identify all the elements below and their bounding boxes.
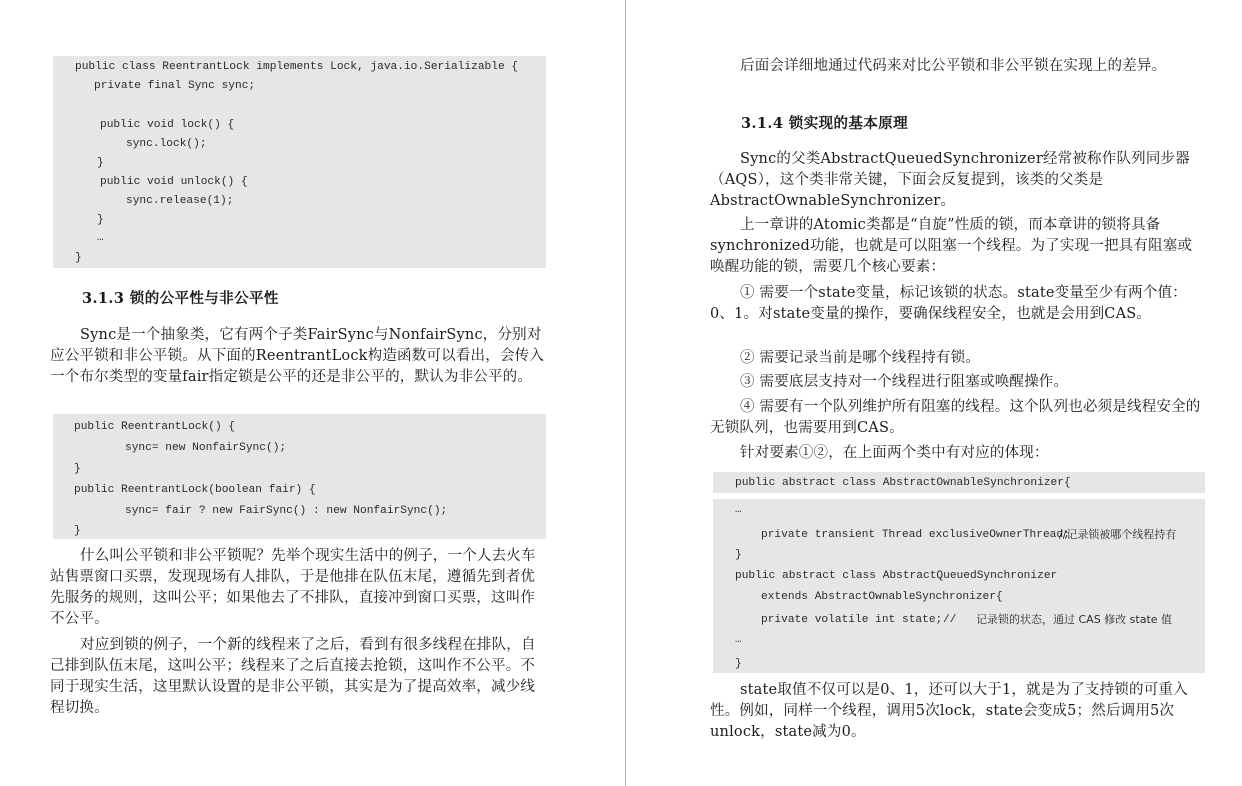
- paragraph-element-2: ② 需要记录当前是哪个线程持有锁。: [740, 350, 981, 366]
- code-line: }: [97, 214, 104, 226]
- code-line: public class ReentrantLock implements Lock, java.io.Serializable {: [75, 61, 519, 73]
- paragraph-aqs: Sync的父类AbstractQueuedSynchronizer经常被称作队列同步器（AQS），这个类非常关键，下面会反复提到，该类的父类是AbstractOwnableSynchronizer。: [710, 151, 1190, 209]
- code-line: …: [735, 504, 742, 516]
- paragraph-element-3: ③ 需要底层支持对一个线程进行阻塞或唤醒操作。: [740, 374, 1069, 390]
- paragraph-state-reentrant: state取值不仅可以是0、1，还可以大于1，就是为了支持锁的可重入性。例如，同样一个线程，调用5次lock，state会变成5；然后调用5次unlock，state减为0。: [710, 682, 1188, 740]
- code-comment-marker: //: [943, 614, 957, 626]
- paragraph-atomic: 上一章讲的Atomic类都是“自旋”性质的锁，而本章讲的锁将具备synchronized功能，也就是可以阻塞一个线程。为了实现一把具有阻塞或唤醒功能的锁，需要几个核心要素：: [710, 217, 1193, 275]
- paragraph-sync-abstract: Sync是一个抽象类，它有两个子类FairSync与NonfairSync，分别对应公平锁和非公平锁。从下面的ReentrantLock构造函数可以看出，会传入一个布尔类型的变量fair指定锁是公平的还是非公平的，默认为非公平的。: [50, 327, 545, 385]
- code-line: …: [97, 232, 104, 244]
- code-block-constructors: [53, 414, 546, 539]
- code-block-reentrantlock-class: [53, 56, 546, 268]
- code-line: public void lock() {: [100, 119, 235, 131]
- code-line: public ReentrantLock(boolean fair) {: [74, 484, 316, 496]
- paragraph-element-1: ① 需要一个state变量，标记该锁的状态。state变量至少有两个值：0、1。对state变量的操作，要确保线程安全，也就是会用到CAS。: [710, 285, 1187, 322]
- code-comment: //记录锁被哪个线程持有: [1059, 528, 1177, 541]
- code-line: public abstract class AbstractQueuedSynchronizer: [735, 570, 1058, 582]
- paragraph-compare-note: 后面会详细地通过代码来对比公平锁和非公平锁在实现上的差异。: [740, 58, 1167, 74]
- code-comment: 记录锁的状态，通过 CAS 修改 state 值: [976, 613, 1173, 626]
- paragraph-fair-example: 什么叫公平锁和非公平锁呢？先举个现实生活中的例子，一个人去火车站售票窗口买票，发现现场有人排队，于是他排在队伍末尾，遵循先到者优先服务的规则，这叫公平；如果他去了不排队，直接冲到窗口买票，这叫作不公平。: [50, 548, 536, 627]
- section-heading-3-1-4: 3.1.4 锁实现的基本原理: [741, 115, 909, 132]
- paragraph-lock-analogy: 对应到锁的例子，一个新的线程来了之后，看到有很多线程在排队，自己排到队伍末尾，这叫公平；线程来了之后直接去抢锁，这叫作不公平。不同于现实生活，这里默认设置的是非公平锁，其实是为了提高效率，减少线程切换。: [50, 637, 536, 716]
- code-line: sync.release(1);: [126, 195, 234, 207]
- code-line: }: [735, 658, 742, 670]
- code-line: }: [75, 252, 82, 264]
- code-line: public abstract class AbstractOwnableSynchronizer{: [735, 477, 1071, 489]
- paragraph-element-4: ④ 需要有一个队列维护所有阻塞的线程。这个队列也必须是线程安全的无锁队列，也需要用到CAS。: [710, 399, 1201, 436]
- code-line: extends AbstractOwnableSynchronizer{: [761, 591, 1003, 603]
- code-line: private final Sync sync;: [94, 80, 256, 92]
- code-line: }: [74, 463, 81, 475]
- code-block-aos-header: [713, 472, 1205, 493]
- code-line: private transient Thread exclusiveOwnerThread;: [761, 529, 1070, 541]
- code-line: sync= fair ? new FairSync() : new NonfairSync();: [125, 505, 448, 517]
- code-line: public void unlock() {: [100, 176, 248, 188]
- code-line: private volatile int state;: [761, 614, 943, 626]
- code-line: sync= new NonfairSync();: [125, 442, 287, 454]
- paragraph-elements-mapping: 针对要素①②，在上面两个类中有对应的体现：: [740, 445, 1049, 461]
- code-line: }: [97, 157, 104, 169]
- code-line: …: [735, 634, 742, 646]
- page-divider: [625, 0, 626, 786]
- code-line: }: [735, 549, 742, 561]
- code-line: sync.lock();: [126, 138, 207, 150]
- code-line: public ReentrantLock() {: [74, 421, 236, 433]
- code-line: }: [74, 525, 81, 537]
- section-heading-3-1-3: 3.1.3 锁的公平性与非公平性: [82, 290, 279, 307]
- code-block-aqs: [713, 499, 1205, 673]
